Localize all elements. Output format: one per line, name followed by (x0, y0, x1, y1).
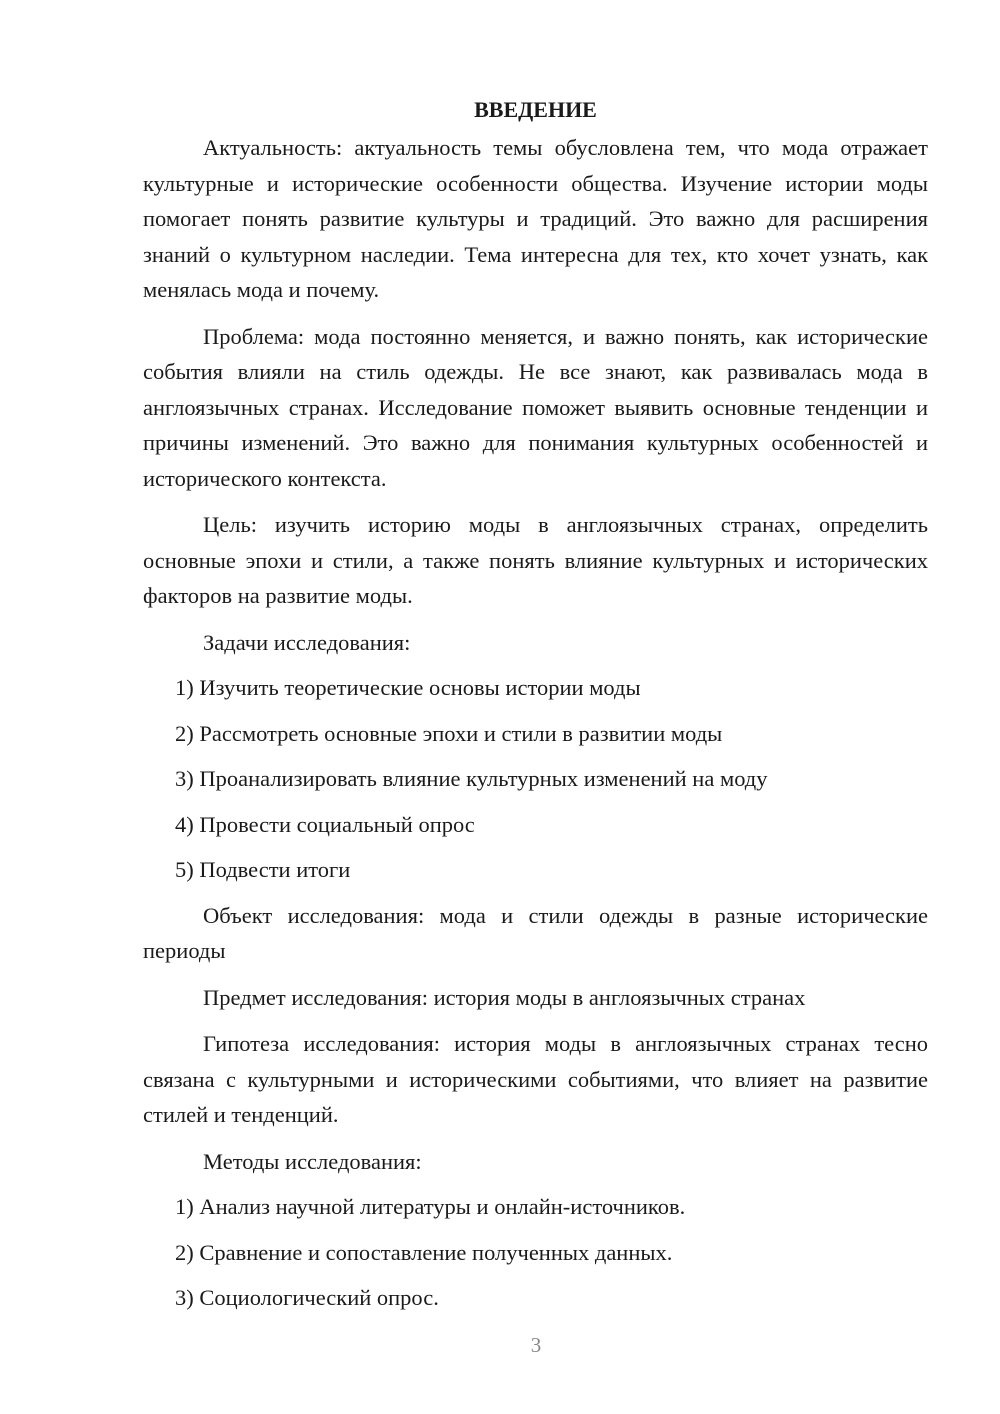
task-item: 3) Проанализировать влияние культурных изменений на моду (175, 766, 768, 791)
method-item: 3) Социологический опрос. (175, 1285, 439, 1310)
task-item: 5) Подвести итоги (175, 857, 351, 882)
section-title: ВВЕДЕНИЕ (474, 97, 597, 122)
task-item: 4) Провести социальный опрос (175, 811, 475, 837)
tasks-heading: Задачи исследования: (203, 629, 411, 655)
problem-paragraph: Проблема: мода постоянно меняется, и важно понять, как исторические события влияли на стиль одежды. Не все знают, как развивалась мода в англоязычных странах. Исследование поможет выявить основные тенденции и причины изменений. Это важно для понимания культурных особенностей и исторического контекста. (143, 323, 928, 491)
goal-paragraph: Цель: изучить историю моды в англоязычных странах, определить основные эпохи и стили, а также понять влияние культурных и исторических факторов на развитие моды. (143, 512, 928, 608)
document-page (143, 92, 928, 1316)
object-paragraph: Объект исследования: мода и стили одежды в разные исторические периоды (143, 902, 928, 963)
methods-heading: Методы исследования: (203, 1148, 422, 1174)
method-item: 2) Сравнение и сопоставление полученных данных. (175, 1239, 673, 1265)
hypothesis-paragraph: Гипотеза исследования: история моды в англоязычных странах тесно связана с культурными и историческими событиями, что влияет на развитие стилей и тенденций. (143, 1031, 928, 1127)
task-item: 2) Рассмотреть основные эпохи и стили в развитии моды (175, 720, 723, 746)
method-item: 1) Анализ научной литературы и онлайн-источников. (175, 1194, 686, 1219)
task-item: 1) Изучить теоретические основы истории моды (175, 675, 641, 700)
relevance-paragraph: Актуальность: актуальность темы обусловлена тем, что мода отражает культурные и исторические особенности общества. Изучение истории моды помогает понять развитие культуры и традиций. Это важно для расширения знаний о культурном наследии. Тема интересна для тех, кто хочет узнать, как менялась мода и почему. (143, 135, 928, 302)
page-number: 3 (530, 1333, 542, 1357)
subject-paragraph: Предмет исследования: история моды в англоязычных странах (203, 984, 806, 1010)
